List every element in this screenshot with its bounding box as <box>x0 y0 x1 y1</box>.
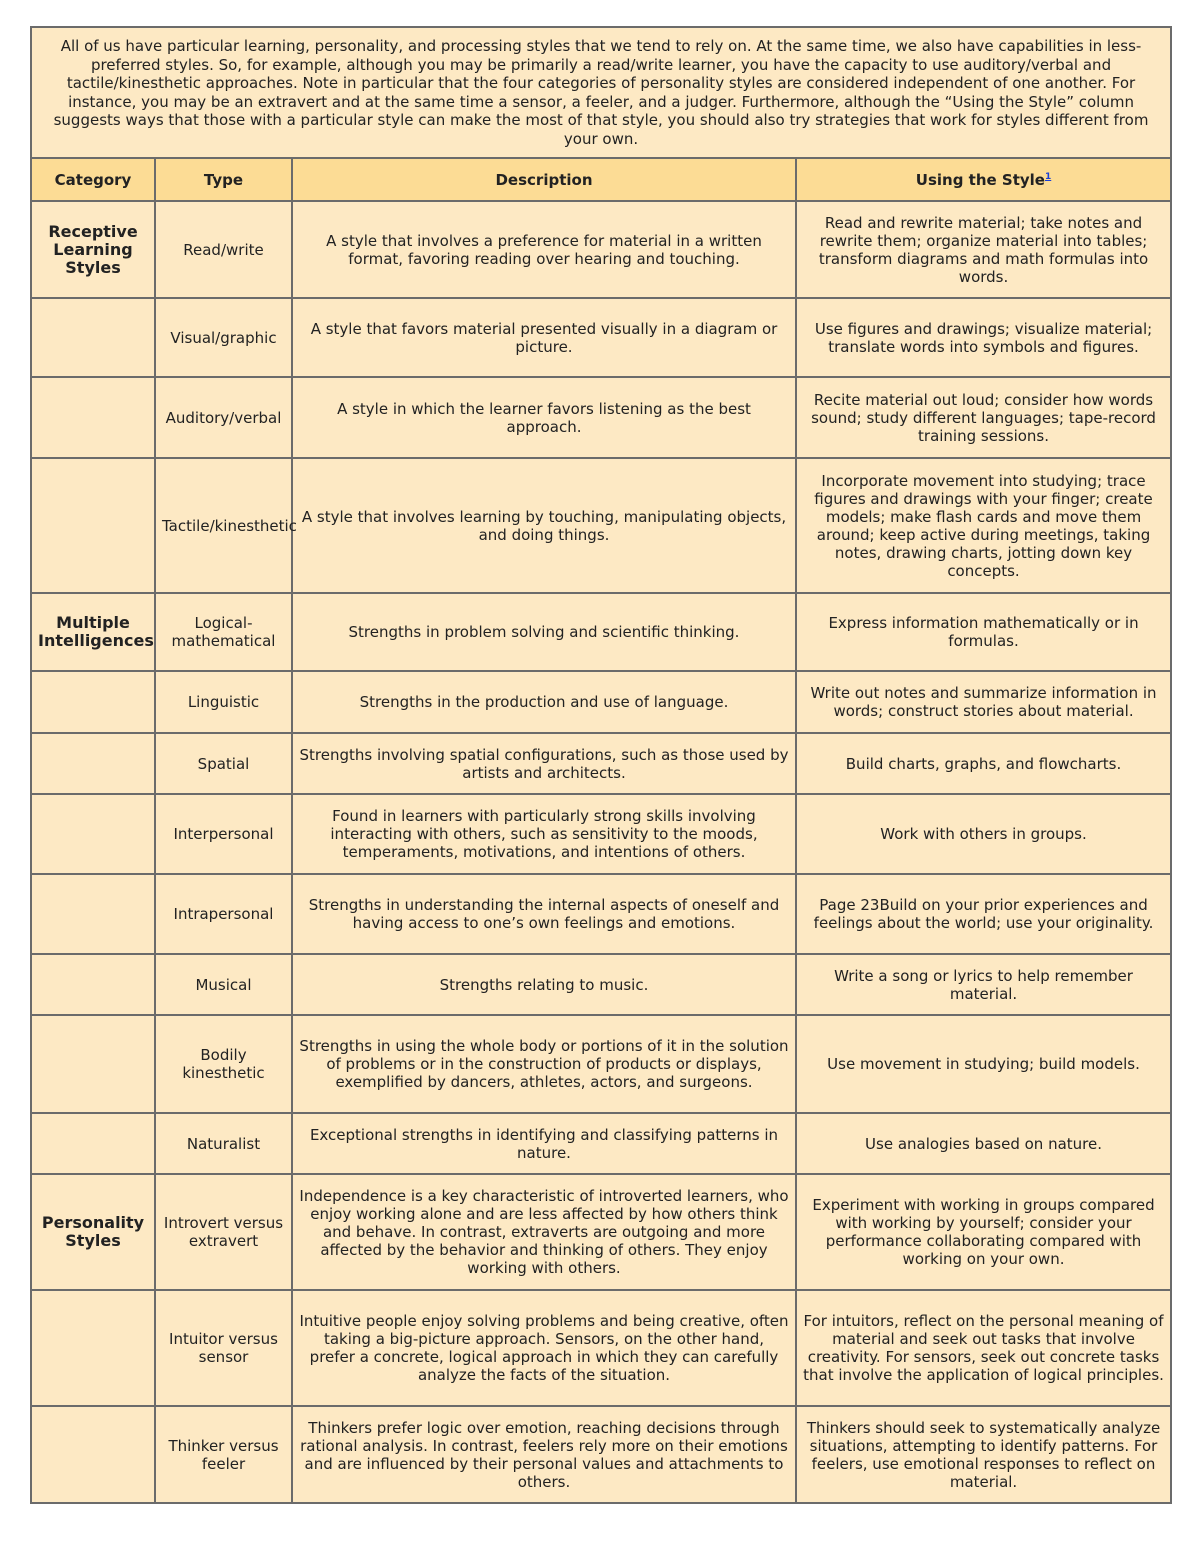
type-cell: Musical <box>155 954 292 1015</box>
category-cell <box>31 671 155 733</box>
learning-styles-table <box>30 26 1172 1504</box>
using-cell: Thinkers should seek to systematically analyze situations, attempting to identify patterns. For feelers, use emotional responses to reflect on material. <box>796 1406 1171 1503</box>
description-cell: Thinkers prefer logic over emotion, reaching decisions through rational analysis. In contrast, feelers rely more on their emotions and are influenced by their personal values and attachments to others. <box>292 1406 796 1503</box>
table-row <box>31 1406 1171 1503</box>
type-cell: Thinker versus feeler <box>155 1406 292 1503</box>
table-row <box>31 794 1171 874</box>
using-cell: Write a song or lyrics to help remember material. <box>796 954 1171 1015</box>
using-cell: Express information mathematically or in formulas. <box>796 593 1171 671</box>
category-cell <box>31 954 155 1015</box>
category-cell <box>31 733 155 794</box>
table-row <box>31 1290 1171 1406</box>
category-cell <box>31 794 155 874</box>
type-cell: Naturalist <box>155 1113 292 1174</box>
table-row <box>31 298 1171 377</box>
category-cell <box>31 377 155 458</box>
category-cell <box>31 1290 155 1406</box>
type-cell: Visual/graphic <box>155 298 292 377</box>
category-cell <box>31 874 155 954</box>
using-cell: Write out notes and summarize information in words; construct stories about material. <box>796 671 1171 733</box>
description-cell: A style that involves learning by touching, manipulating objects, and doing things. <box>292 458 796 593</box>
table-row <box>31 1113 1171 1174</box>
category-cell: Multiple Intelligences <box>31 593 155 671</box>
type-cell: Intrapersonal <box>155 874 292 954</box>
type-cell: Bodily kinesthetic <box>155 1015 292 1113</box>
table-body <box>31 201 1171 1503</box>
using-cell: Use movement in studying; build models. <box>796 1015 1171 1113</box>
category-cell <box>31 1113 155 1174</box>
description-cell: A style in which the learner favors listening as the best approach. <box>292 377 796 458</box>
using-cell: For intuitors, reflect on the personal meaning of material and seek out tasks that involve creativity. For sensors, seek out concrete tasks that involve the application of logical principles. <box>796 1290 1171 1406</box>
table-row <box>31 733 1171 794</box>
table-row <box>31 458 1171 593</box>
description-cell: Strengths in problem solving and scientific thinking. <box>292 593 796 671</box>
type-cell: Introvert versus extravert <box>155 1174 292 1290</box>
table-row <box>31 954 1171 1015</box>
category-cell <box>31 1015 155 1113</box>
intro-row <box>31 27 1171 158</box>
table-row <box>31 671 1171 733</box>
using-cell: Page 23Build on your prior experiences and feelings about the world; use your originality. <box>796 874 1171 954</box>
header-category: Category <box>31 158 155 201</box>
type-cell: Linguistic <box>155 671 292 733</box>
description-cell: Strengths involving spatial configurations, such as those used by artists and architects. <box>292 733 796 794</box>
type-cell: Spatial <box>155 733 292 794</box>
description-cell: A style that involves a preference for material in a written format, favoring reading over hearing and touching. <box>292 201 796 298</box>
header-using-the-style <box>796 158 1171 201</box>
description-cell: Strengths in understanding the internal aspects of oneself and having access to one’s own feelings and emotions. <box>292 874 796 954</box>
using-cell: Use figures and drawings; visualize material; translate words into symbols and figures. <box>796 298 1171 377</box>
table-row <box>31 377 1171 458</box>
table-row <box>31 1015 1171 1113</box>
type-cell: Logical-mathematical <box>155 593 292 671</box>
description-cell: Intuitive people enjoy solving problems and being creative, often taking a big-picture approach. Sensors, on the other hand, prefer a concrete, logical approach in which they can carefully analyze the facts of the situation. <box>292 1290 796 1406</box>
description-cell: Strengths in the production and use of language. <box>292 671 796 733</box>
description-cell: Strengths relating to music. <box>292 954 796 1015</box>
using-cell: Read and rewrite material; take notes and rewrite them; organize material into tables; transform diagrams and math formulas into words. <box>796 201 1171 298</box>
description-cell: Strengths in using the whole body or portions of it in the solution of problems or in the construction of products or displays, exemplified by dancers, athletes, actors, and surgeons. <box>292 1015 796 1113</box>
using-cell: Recite material out loud; consider how words sound; study different languages; tape-record training sessions. <box>796 377 1171 458</box>
description-cell: A style that favors material presented visually in a diagram or picture. <box>292 298 796 377</box>
description-cell: Exceptional strengths in identifying and classifying patterns in nature. <box>292 1113 796 1174</box>
table-row <box>31 874 1171 954</box>
using-cell: Build charts, graphs, and flowcharts. <box>796 733 1171 794</box>
category-cell: Personality Styles <box>31 1174 155 1290</box>
header-description: Description <box>292 158 796 201</box>
using-cell: Experiment with working in groups compared with working by yourself; consider your performance collaborating compared with working on your own. <box>796 1174 1171 1290</box>
using-cell: Work with others in groups. <box>796 794 1171 874</box>
header-using-label: Using the Style <box>915 170 1045 189</box>
table-row <box>31 593 1171 671</box>
type-cell: Interpersonal <box>155 794 292 874</box>
intro-text: All of us have particular learning, personality, and processing styles that we tend to rely on. At the same time, we also have capabilities in less-preferred styles. So, for example, although you may be primarily a read/write learner, you have the capacity to use auditory/verbal and tactile/kinesthetic approaches. Note in particular that the four categories of personality styles are considered independent of one another. For instance, you may be an extravert and at the same time a sensor, a feeler, and a judger. Furthermore, although the “Using the Style” column suggests ways that those with a particular style can make the most of that style, you should also try strategies that work for styles different from your own. <box>31 27 1171 158</box>
category-cell: Receptive Learning Styles <box>31 201 155 298</box>
category-cell <box>31 1406 155 1503</box>
using-cell: Incorporate movement into studying; trace figures and drawings with your finger; create models; make flash cards and move them around; keep active during meetings, taking notes, drawing charts, jotting down key concepts. <box>796 458 1171 593</box>
category-cell <box>31 458 155 593</box>
table-row <box>31 1174 1171 1290</box>
type-cell: Auditory/verbal <box>155 377 292 458</box>
using-cell: Use analogies based on nature. <box>796 1113 1171 1174</box>
table-row <box>31 201 1171 298</box>
description-cell: Independence is a key characteristic of introverted learners, who enjoy working alone and are less affected by how others think and behave. In contrast, extraverts are outgoing and more affected by the behavior and thinking of others. They enjoy working with others. <box>292 1174 796 1290</box>
footnote-link[interactable]: 1 <box>1044 171 1052 182</box>
header-row <box>31 158 1171 201</box>
type-cell: Intuitor versus sensor <box>155 1290 292 1406</box>
type-cell: Read/write <box>155 201 292 298</box>
header-type: Type <box>155 158 292 201</box>
description-cell: Found in learners with particularly strong skills involving interacting with others, such as sensitivity to the moods, temperaments, motivations, and intentions of others. <box>292 794 796 874</box>
type-cell: Tactile/kinesthetic <box>155 458 292 593</box>
category-cell <box>31 298 155 377</box>
